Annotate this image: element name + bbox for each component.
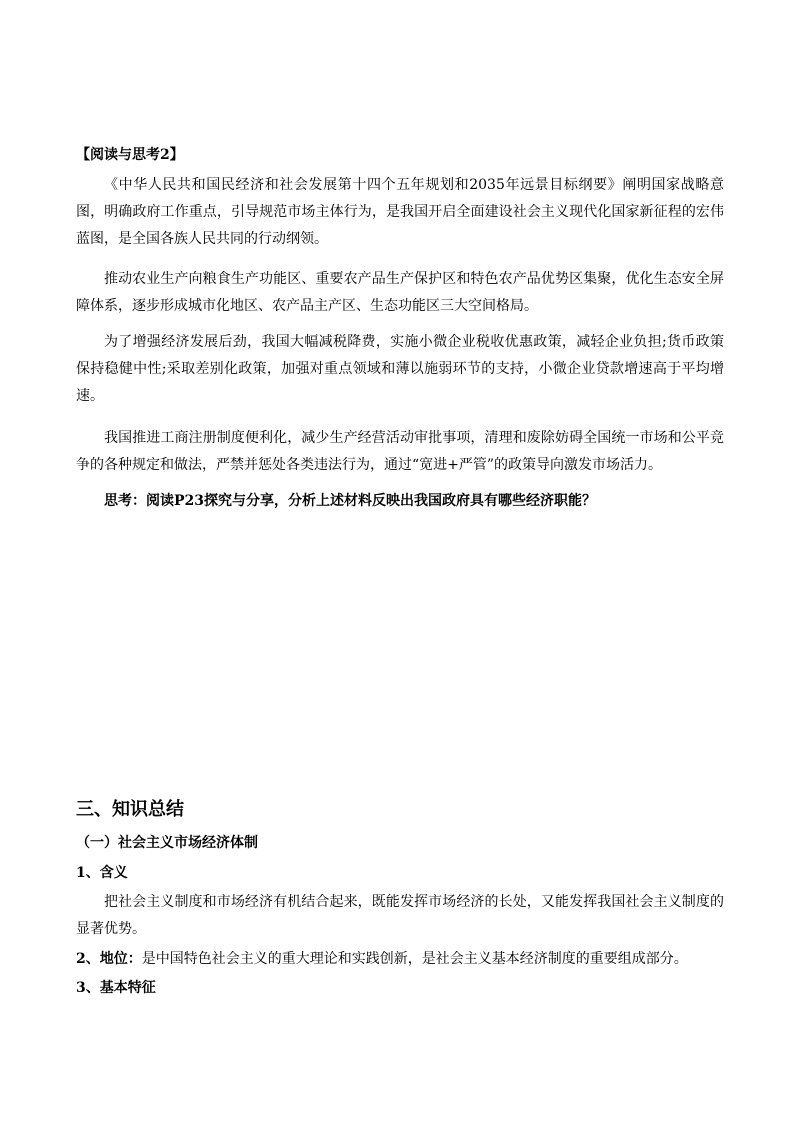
reading-paragraph-1: 《中华人民共和国民经济和社会发展第十四个五年规划和2035年远景目标纲要》阐明国家战略意图，明确政府工作重点，引导规范市场主体行为，是我国开启全面建设社会主义现代化国家新征程的宏伟蓝图，是全国各族人民共同的行动纲领。 (76, 177, 724, 247)
reading-question: 思考：阅读P23探究与分享，分析上述材料反映出我国政府具有哪些经济职能？ (104, 493, 597, 509)
item-2-label: 2、地位： (76, 951, 142, 967)
subsection-title: （一）社会主义市场经济体制 (76, 835, 258, 851)
item-1-title: 1、含义 (76, 865, 128, 881)
reading-header: 【阅读与思考2】 (76, 147, 184, 163)
item-3-title: 3、基本特征 (76, 980, 156, 996)
section-title: 三、知识总结 (76, 799, 184, 820)
reading-paragraph-2: 推动农业生产向粮食生产功能区、重要农产品生产保护区和特色农产品优势区集聚，优化生态安全屏障体系，逐步形成城市化地区、农产品主产区、生态功能区三大空间格局。 (76, 271, 724, 314)
item-1-text: 把社会主义制度和市场经济有机结合起来，既能发挥市场经济的长处，又能发挥我国社会主义制度的显著优势。 (76, 894, 724, 937)
reading-paragraph-3: 为了增强经济发展后劲，我国大幅减税降费，实施小微企业税收优惠政策，减轻企业负担;货币政策保持稳健中性;采取差别化政策，加强对重点领域和薄以施弱环节的支持，小微企业贷款增速高于平均增速。 (76, 334, 724, 404)
item-2 (76, 946, 724, 973)
item-2-text: 是中国特色社会主义的重大理论和实践创新，是社会主义基本经济制度的重要组成部分。 (141, 951, 688, 967)
reading-paragraph-4: 我国推进工商注册制度便利化，减少生产经营活动审批事项，清理和废除妨碍全国统一市场和公平竞争的各种规定和做法，严禁并惩处各类违法行为，通过“宽进+严管”的政策导向激发市场活力。 (76, 430, 724, 473)
